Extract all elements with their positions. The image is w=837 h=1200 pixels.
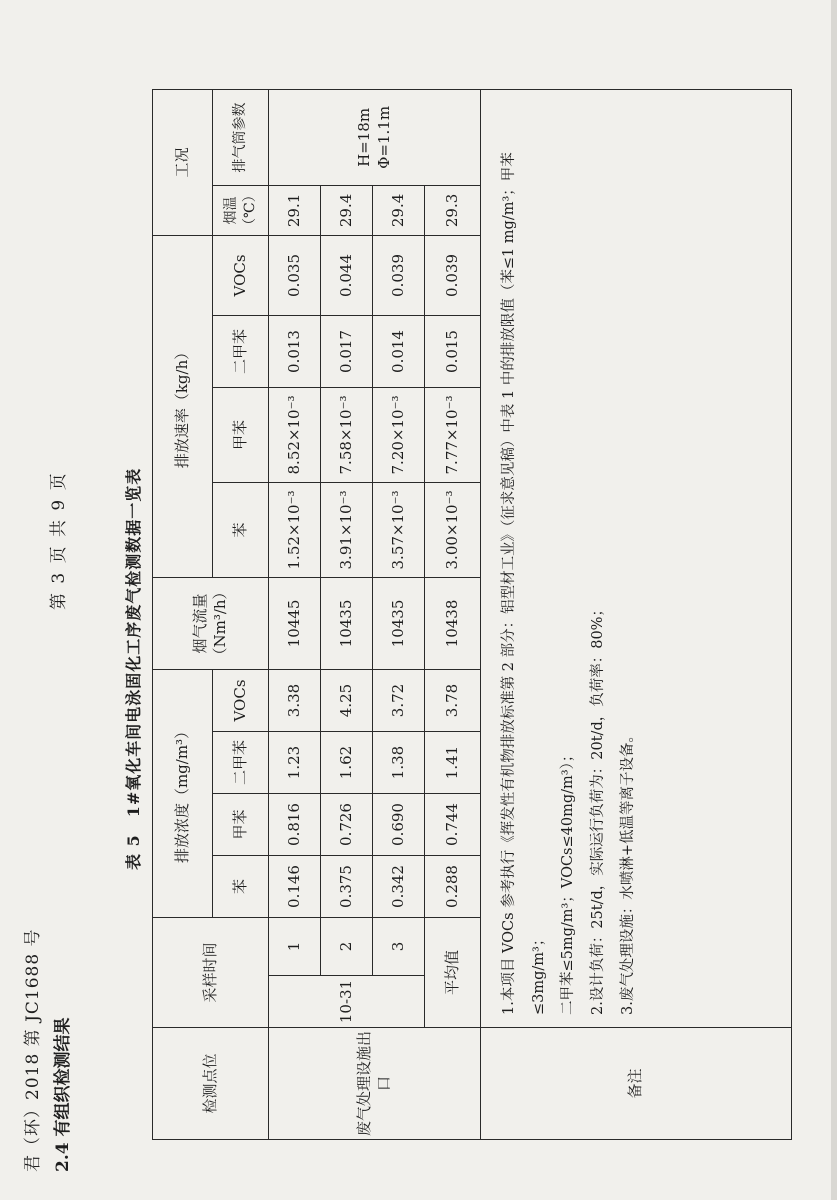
cell: 0.044 — [321, 235, 373, 315]
cell: 7.20×10⁻³ — [373, 387, 425, 482]
average-row — [425, 89, 481, 1139]
cell: 3.91×10⁻³ — [321, 482, 373, 577]
header-time: 采样时间 — [153, 917, 269, 1027]
cell: 0.017 — [321, 315, 373, 387]
header-condition: 工况 — [153, 89, 213, 235]
cell: 8.52×10⁻³ — [269, 387, 321, 482]
cell: 3.38 — [269, 669, 321, 731]
cell: 0.726 — [321, 793, 373, 855]
cell: 0.035 — [269, 235, 321, 315]
cell: 1.38 — [373, 731, 425, 793]
cell: 10438 — [425, 577, 481, 669]
cell: 7.77×10⁻³ — [425, 387, 481, 482]
emission-data-table — [152, 89, 792, 1140]
cell: 3.78 — [425, 669, 481, 731]
cell: 0.690 — [373, 793, 425, 855]
header-stack-params: 排气筒参数 — [213, 89, 269, 185]
note-line: 3.废气处理设施：水喷淋+低温等离子设备。 — [619, 728, 636, 1015]
cell: 1.52×10⁻³ — [269, 482, 321, 577]
notes-row — [481, 89, 792, 1139]
sample-date: 10-31 — [269, 976, 425, 1028]
cell: 0.375 — [321, 855, 373, 917]
cell: 0.015 — [425, 315, 481, 387]
notes-label: 备注 — [481, 1028, 792, 1140]
cell: 0.342 — [373, 855, 425, 917]
header-benzene: 苯 — [213, 855, 269, 917]
cell: 1.23 — [269, 731, 321, 793]
cell: 0.039 — [425, 235, 481, 315]
cell: 0.288 — [425, 855, 481, 917]
cell: 4.25 — [321, 669, 373, 731]
cell: 3.57×10⁻³ — [373, 482, 425, 577]
cell: 10435 — [321, 577, 373, 669]
header-vocs: VOCs — [213, 669, 269, 731]
cell: 10445 — [269, 577, 321, 669]
page-number: 第 3 页 共 9 页 — [49, 471, 69, 610]
point-name: 废气处理设施出口 — [269, 1028, 481, 1140]
header-rate: 排放速率（kg/h） — [153, 235, 213, 577]
cell: 0.039 — [373, 235, 425, 315]
sample-no: 3 — [373, 917, 425, 975]
header-flow: 烟气流量（Nm³/h） — [153, 577, 269, 669]
average-label: 平均值 — [425, 917, 481, 1027]
header-temperature: 烟温（℃） — [213, 185, 269, 235]
header-benzene: 苯 — [213, 482, 269, 577]
cell: 3.00×10⁻³ — [425, 482, 481, 577]
sample-no: 2 — [321, 917, 373, 975]
cell: 0.816 — [269, 793, 321, 855]
section-title: 2.4 有组织检测结果 — [53, 1017, 73, 1172]
table-title: 表 5 1#氧化车间电泳固化工序废气检测数据一览表 — [124, 467, 143, 870]
report-number: 君（环）2018 第 JC1688 号 — [23, 928, 43, 1172]
header-xylene: 二甲苯 — [213, 731, 269, 793]
cell: 7.58×10⁻³ — [321, 387, 373, 482]
cell: 10435 — [373, 577, 425, 669]
cell: 29.3 — [425, 185, 481, 235]
cell: 29.1 — [269, 185, 321, 235]
sample-no: 1 — [269, 917, 321, 975]
cell: 1.41 — [425, 731, 481, 793]
notes-text — [481, 89, 792, 1027]
note-line: 1.本项目 VOCs 参考执行《挥发性有机物排放标准第 2 部分：铝型材工业》（征求意见稿）中表 1 中的排放限值（苯≤1 mg/m³；甲苯≤3mg/m³； — [501, 152, 547, 1015]
header-toluene: 甲苯 — [213, 793, 269, 855]
cell: 29.4 — [373, 185, 425, 235]
stack-params-value: H=18m Φ=1.1m — [269, 89, 481, 185]
header-xylene: 二甲苯 — [213, 315, 269, 387]
note-line: 二甲苯≤5mg/m³；VOCs≤40mg/m³）； — [560, 747, 577, 1015]
header-toluene: 甲苯 — [213, 387, 269, 482]
cell: 29.4 — [321, 185, 373, 235]
cell: 0.014 — [373, 315, 425, 387]
header-point: 检测点位 — [153, 1028, 269, 1140]
note-line: 2.设计负荷：25t/d，实际运行负荷为：20t/d，负荷率：80%； — [590, 602, 607, 1015]
scan-edge — [831, 0, 837, 1200]
header-concentration: 排放浓度（mg/m³） — [153, 669, 213, 917]
cell: 0.146 — [269, 855, 321, 917]
table-row — [269, 89, 321, 1139]
cell: 0.744 — [425, 793, 481, 855]
cell: 0.013 — [269, 315, 321, 387]
cell: 1.62 — [321, 731, 373, 793]
header-vocs: VOCs — [213, 235, 269, 315]
cell: 3.72 — [373, 669, 425, 731]
